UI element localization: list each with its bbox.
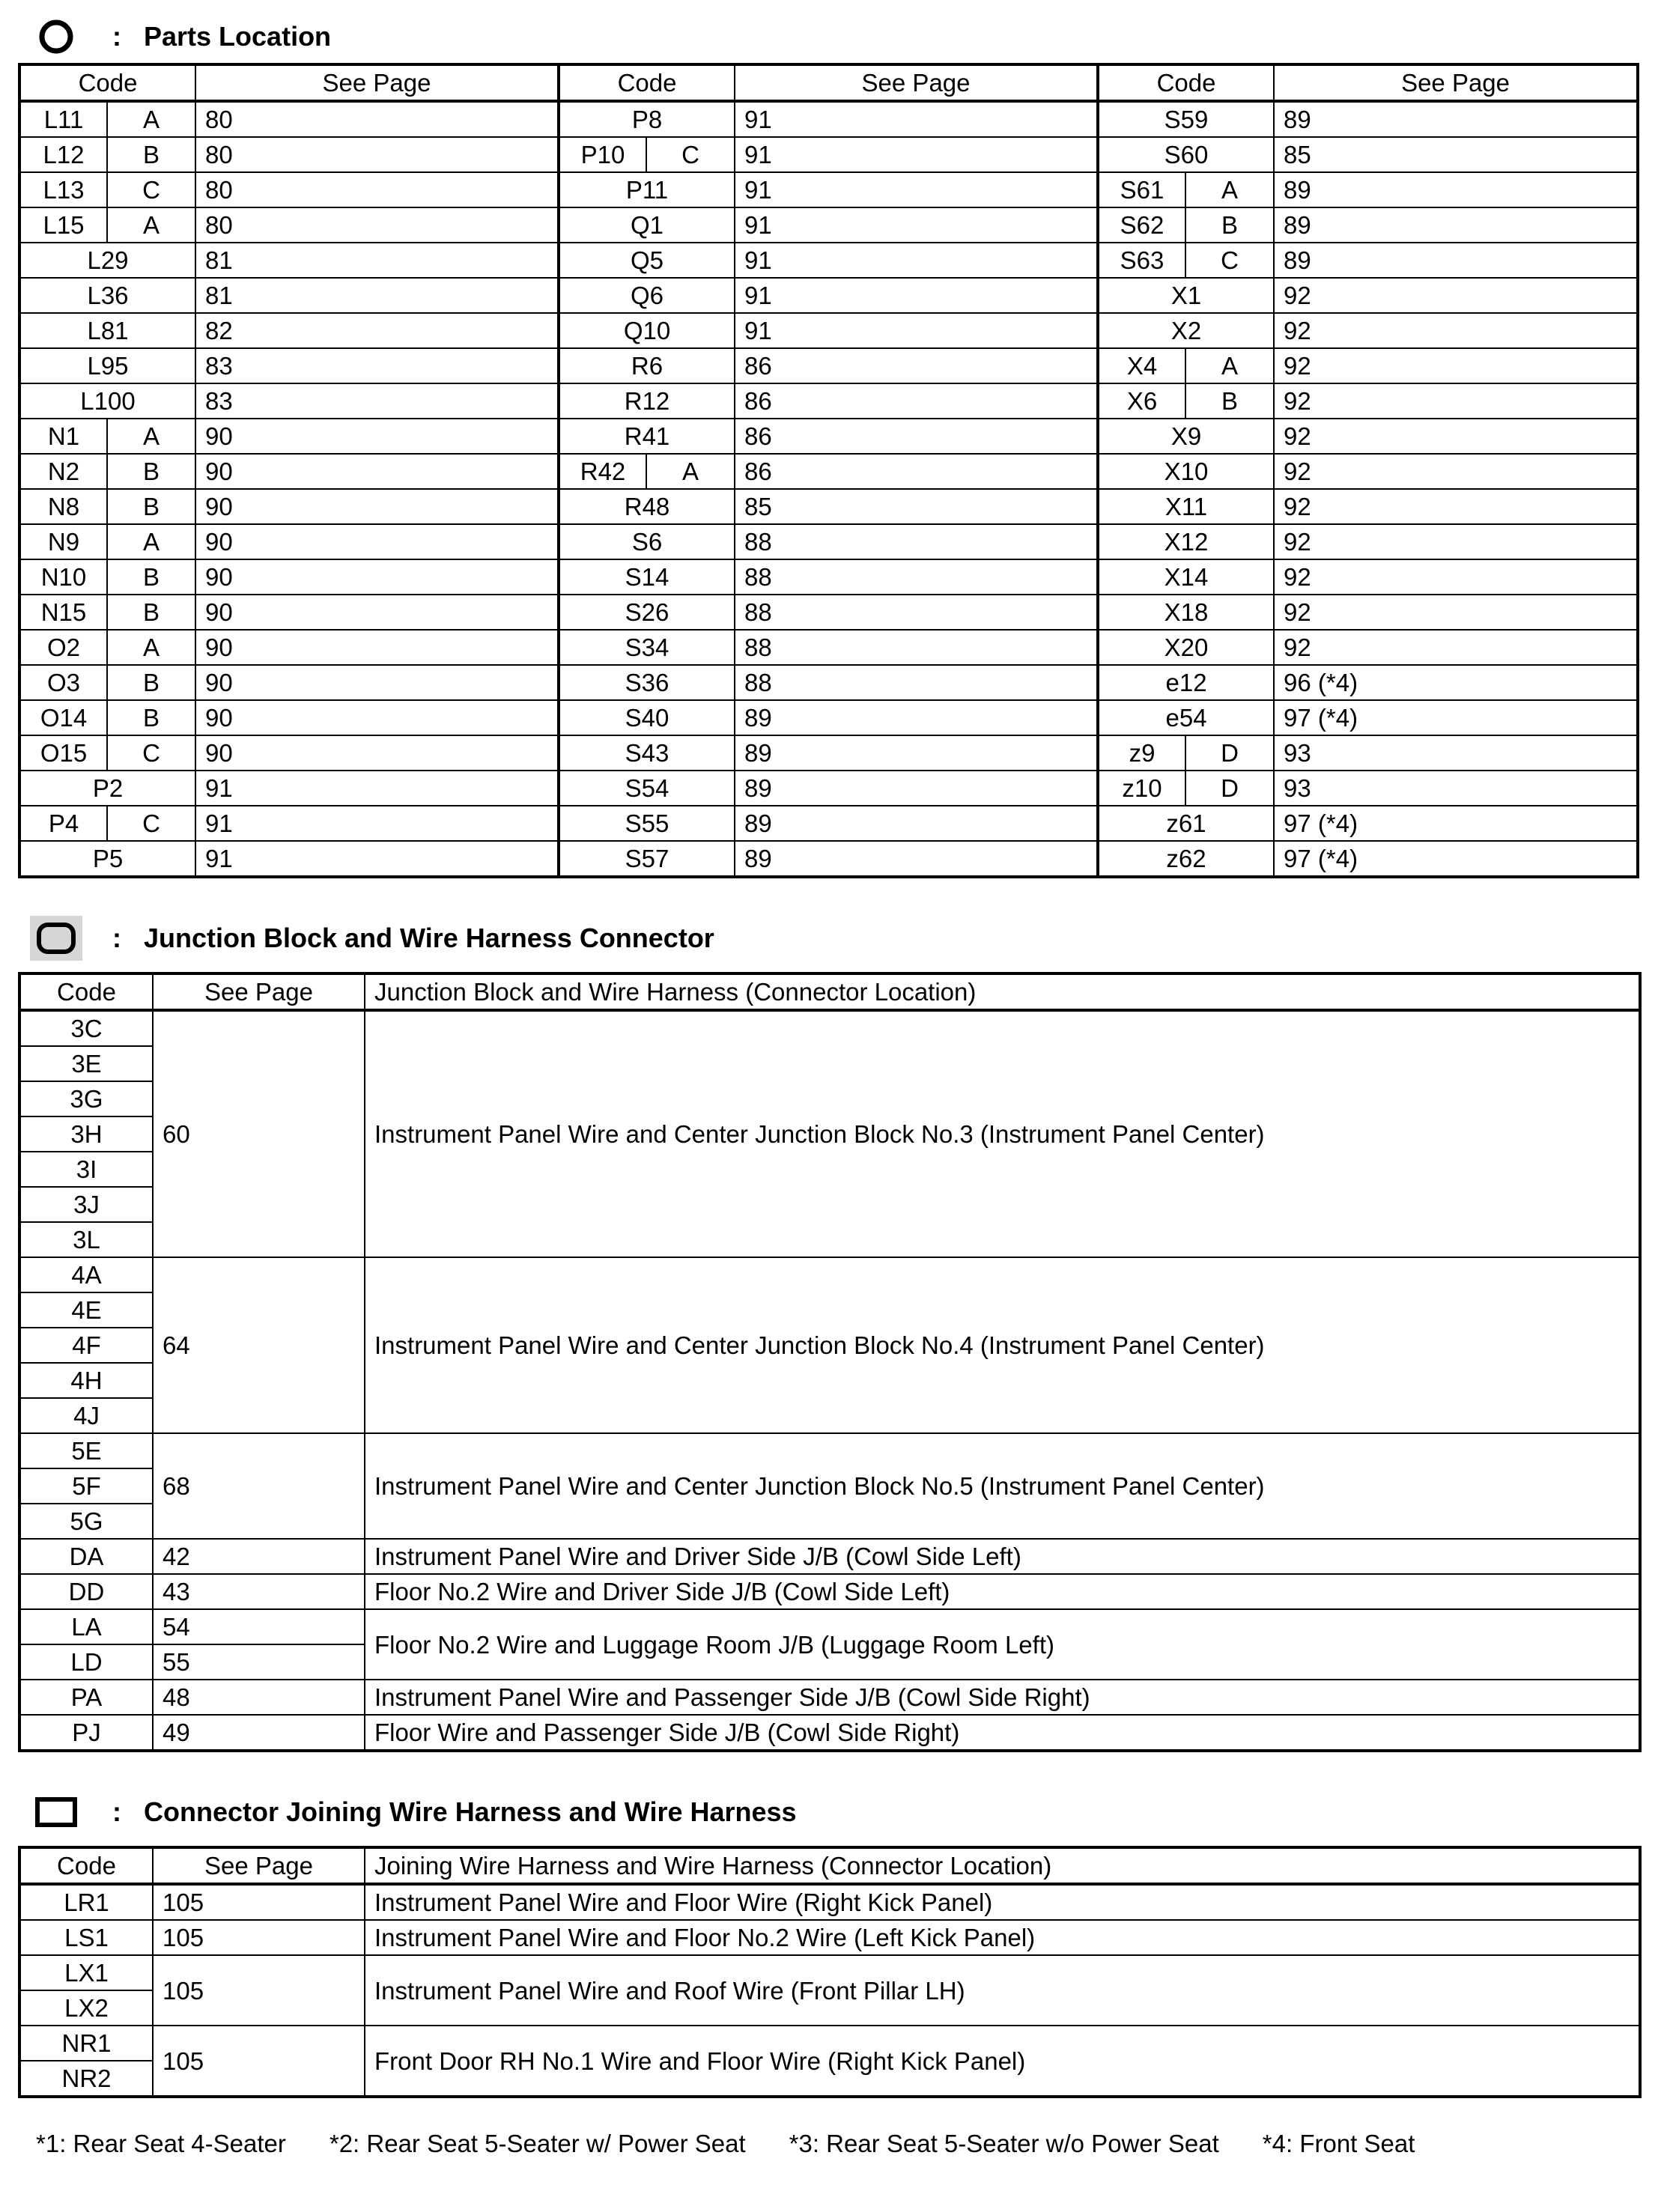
code-cell: X2: [1098, 313, 1274, 348]
code-cell: R6: [559, 348, 735, 383]
see-page-cell: 105: [153, 2026, 365, 2097]
section-title: Parts Location: [144, 21, 332, 52]
code-cell: NR1: [19, 2026, 153, 2061]
see-page-cell: 91: [735, 137, 1098, 172]
code-cell: O2: [19, 630, 107, 665]
column-header-code: Code: [19, 1847, 153, 1884]
rectangle-icon: [30, 1790, 82, 1835]
variant-cell: C: [107, 735, 195, 771]
table-row: [19, 1433, 1640, 1468]
description-cell: Instrument Panel Wire and Passenger Side J/B (Cowl Side Right): [365, 1680, 1640, 1715]
see-page-cell: 92: [1274, 489, 1638, 524]
code-cell: S63: [1098, 243, 1185, 278]
code-cell: S61: [1098, 172, 1185, 207]
column-header-see-page: See Page: [1274, 64, 1638, 101]
code-cell: 3G: [19, 1081, 153, 1116]
code-cell: LA: [19, 1609, 153, 1644]
code-cell: S43: [559, 735, 735, 771]
code-cell: z10: [1098, 771, 1185, 806]
code-cell: LD: [19, 1644, 153, 1680]
table-row: [19, 806, 1638, 841]
footnote: *3: Rear Seat 5-Seater w/o Power Seat: [789, 2130, 1219, 2157]
code-cell: S34: [559, 630, 735, 665]
see-page-cell: 86: [735, 454, 1098, 489]
see-page-cell: 92: [1274, 348, 1638, 383]
see-page-cell: 97 (*4): [1274, 700, 1638, 735]
see-page-cell: 92: [1274, 419, 1638, 454]
code-cell: z9: [1098, 735, 1185, 771]
code-cell: Q5: [559, 243, 735, 278]
code-cell: LS1: [19, 1920, 153, 1955]
code-cell: S55: [559, 806, 735, 841]
see-page-cell: 68: [153, 1433, 365, 1539]
connector-joining-header: [30, 1786, 797, 1838]
variant-cell: B: [1185, 207, 1274, 243]
table-row: [19, 348, 1638, 383]
table-row: [19, 172, 1638, 207]
code-cell: e12: [1098, 665, 1274, 700]
table-row: [19, 771, 1638, 806]
see-page-cell: 92: [1274, 278, 1638, 313]
see-page-cell: 91: [735, 207, 1098, 243]
code-cell: 5E: [19, 1433, 153, 1468]
code-cell: Q10: [559, 313, 735, 348]
table-row: [19, 1609, 1640, 1644]
see-page-cell: 91: [735, 313, 1098, 348]
see-page-cell: 96 (*4): [1274, 665, 1638, 700]
see-page-cell: 92: [1274, 383, 1638, 419]
code-cell: 3C: [19, 1010, 153, 1046]
see-page-cell: 105: [153, 1955, 365, 2026]
see-page-cell: 42: [153, 1539, 365, 1574]
variant-cell: C: [646, 137, 735, 172]
see-page-cell: 90: [195, 735, 559, 771]
see-page-cell: 91: [735, 172, 1098, 207]
code-cell: N1: [19, 419, 107, 454]
column-header-see-page: See Page: [153, 973, 365, 1010]
see-page-cell: 89: [735, 806, 1098, 841]
code-cell: z62: [1098, 841, 1274, 877]
description-cell: Floor Wire and Passenger Side J/B (Cowl Side Right): [365, 1715, 1640, 1751]
table-row: [19, 559, 1638, 595]
variant-cell: A: [107, 207, 195, 243]
table-header-row: [19, 64, 1638, 101]
column-header-code: Code: [19, 973, 153, 1010]
see-page-cell: 88: [735, 524, 1098, 559]
variant-cell: B: [1185, 383, 1274, 419]
table-row: [19, 383, 1638, 419]
variant-cell: A: [1185, 172, 1274, 207]
table-row: [19, 207, 1638, 243]
code-cell: 5G: [19, 1504, 153, 1539]
footnote: *1: Rear Seat 4-Seater: [36, 2130, 286, 2157]
table-row: [19, 1574, 1640, 1609]
table-row: [19, 665, 1638, 700]
table-row: [19, 595, 1638, 630]
see-page-cell: 92: [1274, 595, 1638, 630]
see-page-cell: 86: [735, 419, 1098, 454]
see-page-cell: 43: [153, 1574, 365, 1609]
see-page-cell: 91: [735, 278, 1098, 313]
see-page-cell: 89: [735, 735, 1098, 771]
code-cell: L95: [19, 348, 195, 383]
code-cell: PA: [19, 1680, 153, 1715]
see-page-cell: 97 (*4): [1274, 806, 1638, 841]
code-cell: R42: [559, 454, 646, 489]
description-cell: Instrument Panel Wire and Center Junction Block No.5 (Instrument Panel Center): [365, 1433, 1640, 1539]
header-colon: :: [112, 1796, 121, 1827]
description-cell: Front Door RH No.1 Wire and Floor Wire (Right Kick Panel): [365, 2026, 1640, 2097]
column-header-see-page: See Page: [153, 1847, 365, 1884]
code-cell: 3E: [19, 1046, 153, 1081]
table-row: [19, 137, 1638, 172]
rounded-square-icon: [30, 916, 82, 961]
see-page-cell: 60: [153, 1010, 365, 1257]
variant-cell: B: [107, 137, 195, 172]
table-row: [19, 1884, 1640, 1920]
see-page-cell: 48: [153, 1680, 365, 1715]
description-cell: Instrument Panel Wire and Center Junction Block No.3 (Instrument Panel Center): [365, 1010, 1640, 1257]
see-page-cell: 89: [1274, 207, 1638, 243]
variant-cell: C: [1185, 243, 1274, 278]
code-cell: O15: [19, 735, 107, 771]
see-page-cell: 88: [735, 559, 1098, 595]
code-cell: DA: [19, 1539, 153, 1574]
code-cell: L13: [19, 172, 107, 207]
code-cell: L81: [19, 313, 195, 348]
code-cell: 3L: [19, 1222, 153, 1257]
code-cell: 4F: [19, 1328, 153, 1363]
code-cell: X11: [1098, 489, 1274, 524]
code-cell: 4H: [19, 1363, 153, 1398]
description-cell: Instrument Panel Wire and Center Junction Block No.4 (Instrument Panel Center): [365, 1257, 1640, 1433]
code-cell: N15: [19, 595, 107, 630]
code-cell: L11: [19, 101, 107, 137]
see-page-cell: 86: [735, 348, 1098, 383]
see-page-cell: 89: [1274, 172, 1638, 207]
see-page-cell: 92: [1274, 524, 1638, 559]
variant-cell: B: [107, 489, 195, 524]
see-page-cell: 105: [153, 1920, 365, 1955]
table-row: [19, 243, 1638, 278]
column-header-see-page: See Page: [195, 64, 559, 101]
code-cell: X9: [1098, 419, 1274, 454]
description-cell: Instrument Panel Wire and Roof Wire (Front Pillar LH): [365, 1955, 1640, 2026]
see-page-cell: 80: [195, 172, 559, 207]
column-header-code: Code: [19, 64, 195, 101]
see-page-cell: 90: [195, 419, 559, 454]
table-row: [19, 489, 1638, 524]
description-cell: Floor No.2 Wire and Luggage Room J/B (Luggage Room Left): [365, 1609, 1640, 1680]
description-cell: Floor No.2 Wire and Driver Side J/B (Cowl Side Left): [365, 1574, 1640, 1609]
table-row: [19, 841, 1638, 877]
code-cell: S6: [559, 524, 735, 559]
column-header-description: Junction Block and Wire Harness (Connector Location): [365, 973, 1640, 1010]
code-cell: P11: [559, 172, 735, 207]
variant-cell: B: [107, 595, 195, 630]
see-page-cell: 105: [153, 1884, 365, 1920]
footnotes: [36, 2125, 1639, 2163]
code-cell: N2: [19, 454, 107, 489]
circle-icon: [30, 14, 82, 59]
see-page-cell: 80: [195, 137, 559, 172]
code-cell: X6: [1098, 383, 1185, 419]
table-row: [19, 1715, 1640, 1751]
see-page-cell: 64: [153, 1257, 365, 1433]
code-cell: S57: [559, 841, 735, 877]
see-page-cell: 89: [735, 771, 1098, 806]
code-cell: O14: [19, 700, 107, 735]
see-page-cell: 49: [153, 1715, 365, 1751]
code-cell: 3H: [19, 1116, 153, 1152]
variant-cell: C: [107, 172, 195, 207]
see-page-cell: 81: [195, 243, 559, 278]
see-page-cell: 90: [195, 454, 559, 489]
see-page-cell: 88: [735, 595, 1098, 630]
code-cell: X4: [1098, 348, 1185, 383]
table-row: [19, 1539, 1640, 1574]
code-cell: R12: [559, 383, 735, 419]
code-cell: O3: [19, 665, 107, 700]
table-row: [19, 419, 1638, 454]
table-row: [19, 278, 1638, 313]
see-page-cell: 91: [735, 101, 1098, 137]
code-cell: S14: [559, 559, 735, 595]
table-row: [19, 313, 1638, 348]
see-page-cell: 85: [1274, 137, 1638, 172]
table-row: [19, 1010, 1640, 1046]
code-cell: 3I: [19, 1152, 153, 1187]
variant-cell: A: [107, 524, 195, 559]
see-page-cell: 91: [195, 806, 559, 841]
code-cell: LX2: [19, 1990, 153, 2026]
variant-cell: D: [1185, 771, 1274, 806]
see-page-cell: 89: [1274, 243, 1638, 278]
column-header-code: Code: [559, 64, 735, 101]
code-cell: Q6: [559, 278, 735, 313]
variant-cell: D: [1185, 735, 1274, 771]
code-cell: z61: [1098, 806, 1274, 841]
code-cell: N9: [19, 524, 107, 559]
table-row: [19, 2026, 1640, 2061]
code-cell: PJ: [19, 1715, 153, 1751]
variant-cell: A: [646, 454, 735, 489]
see-page-cell: 92: [1274, 630, 1638, 665]
see-page-cell: 89: [735, 841, 1098, 877]
code-cell: P8: [559, 101, 735, 137]
table-row: [19, 1955, 1640, 1990]
see-page-cell: 92: [1274, 559, 1638, 595]
table-row: [19, 735, 1638, 771]
see-page-cell: 81: [195, 278, 559, 313]
see-page-cell: 90: [195, 524, 559, 559]
table-row: [19, 1680, 1640, 1715]
code-cell: N8: [19, 489, 107, 524]
header-colon: :: [112, 21, 121, 52]
code-cell: 3J: [19, 1187, 153, 1222]
variant-cell: B: [107, 559, 195, 595]
variant-cell: A: [107, 630, 195, 665]
description-cell: Instrument Panel Wire and Driver Side J/B (Cowl Side Left): [365, 1539, 1640, 1574]
code-cell: S59: [1098, 101, 1274, 137]
code-cell: X10: [1098, 454, 1274, 489]
variant-cell: C: [107, 806, 195, 841]
footnote: *2: Rear Seat 5-Seater w/ Power Seat: [329, 2130, 746, 2157]
table-row: [19, 101, 1638, 137]
table-header-row: [19, 973, 1640, 1010]
connector-joining-table: [18, 1846, 1642, 2098]
code-cell: S36: [559, 665, 735, 700]
code-cell: LX1: [19, 1955, 153, 1990]
table-row: [19, 454, 1638, 489]
code-cell: R48: [559, 489, 735, 524]
see-page-cell: 92: [1274, 454, 1638, 489]
see-page-cell: 55: [153, 1644, 365, 1680]
code-cell: X1: [1098, 278, 1274, 313]
code-cell: DD: [19, 1574, 153, 1609]
table-row: [19, 1920, 1640, 1955]
code-cell: R41: [559, 419, 735, 454]
see-page-cell: 89: [1274, 101, 1638, 137]
code-cell: S62: [1098, 207, 1185, 243]
code-cell: X12: [1098, 524, 1274, 559]
variant-cell: A: [107, 101, 195, 137]
code-cell: X14: [1098, 559, 1274, 595]
see-page-cell: 89: [735, 700, 1098, 735]
see-page-cell: 90: [195, 559, 559, 595]
header-colon: :: [112, 923, 121, 953]
section-title: Connector Joining Wire Harness and Wire Harness: [144, 1796, 797, 1827]
code-cell: P10: [559, 137, 646, 172]
junction-block-header: [30, 912, 714, 964]
code-cell: L100: [19, 383, 195, 419]
code-cell: X18: [1098, 595, 1274, 630]
see-page-cell: 88: [735, 630, 1098, 665]
code-cell: S54: [559, 771, 735, 806]
code-cell: 4A: [19, 1257, 153, 1292]
variant-cell: B: [107, 665, 195, 700]
code-cell: P2: [19, 771, 195, 806]
see-page-cell: 91: [195, 771, 559, 806]
variant-cell: A: [107, 419, 195, 454]
code-cell: Q1: [559, 207, 735, 243]
code-cell: S60: [1098, 137, 1274, 172]
code-cell: L36: [19, 278, 195, 313]
column-header-see-page: See Page: [735, 64, 1098, 101]
see-page-cell: 82: [195, 313, 559, 348]
table-header-row: [19, 1847, 1640, 1884]
code-cell: L15: [19, 207, 107, 243]
parts-location-header: [30, 10, 331, 63]
table-row: [19, 700, 1638, 735]
see-page-cell: 90: [195, 665, 559, 700]
see-page-cell: 86: [735, 383, 1098, 419]
see-page-cell: 91: [195, 841, 559, 877]
see-page-cell: 91: [735, 243, 1098, 278]
parts-location-table: [18, 63, 1639, 878]
see-page-cell: 83: [195, 348, 559, 383]
code-cell: X20: [1098, 630, 1274, 665]
table-row: [19, 630, 1638, 665]
column-header-description: Joining Wire Harness and Wire Harness (Connector Location): [365, 1847, 1640, 1884]
code-cell: NR2: [19, 2061, 153, 2097]
code-cell: L29: [19, 243, 195, 278]
see-page-cell: 83: [195, 383, 559, 419]
see-page-cell: 97 (*4): [1274, 841, 1638, 877]
code-cell: S40: [559, 700, 735, 735]
see-page-cell: 90: [195, 595, 559, 630]
see-page-cell: 90: [195, 700, 559, 735]
table-row: [19, 524, 1638, 559]
see-page-cell: 54: [153, 1609, 365, 1644]
code-cell: e54: [1098, 700, 1274, 735]
code-cell: 5F: [19, 1468, 153, 1504]
see-page-cell: 80: [195, 207, 559, 243]
code-cell: P5: [19, 841, 195, 877]
see-page-cell: 80: [195, 101, 559, 137]
footnote: *4: Front Seat: [1262, 2130, 1415, 2157]
code-cell: 4J: [19, 1398, 153, 1433]
section-title: Junction Block and Wire Harness Connector: [144, 923, 714, 953]
column-header-code: Code: [1098, 64, 1274, 101]
variant-cell: B: [107, 700, 195, 735]
see-page-cell: 93: [1274, 735, 1638, 771]
see-page-cell: 90: [195, 630, 559, 665]
see-page-cell: 85: [735, 489, 1098, 524]
description-cell: Instrument Panel Wire and Floor Wire (Right Kick Panel): [365, 1884, 1640, 1920]
see-page-cell: 88: [735, 665, 1098, 700]
code-cell: L12: [19, 137, 107, 172]
code-cell: LR1: [19, 1884, 153, 1920]
code-cell: N10: [19, 559, 107, 595]
see-page-cell: 93: [1274, 771, 1638, 806]
junction-block-table: [18, 972, 1642, 1752]
code-cell: S26: [559, 595, 735, 630]
description-cell: Instrument Panel Wire and Floor No.2 Wire (Left Kick Panel): [365, 1920, 1640, 1955]
code-cell: P4: [19, 806, 107, 841]
see-page-cell: 92: [1274, 313, 1638, 348]
code-cell: 4E: [19, 1292, 153, 1328]
variant-cell: A: [1185, 348, 1274, 383]
see-page-cell: 90: [195, 489, 559, 524]
variant-cell: B: [107, 454, 195, 489]
table-row: [19, 1257, 1640, 1292]
